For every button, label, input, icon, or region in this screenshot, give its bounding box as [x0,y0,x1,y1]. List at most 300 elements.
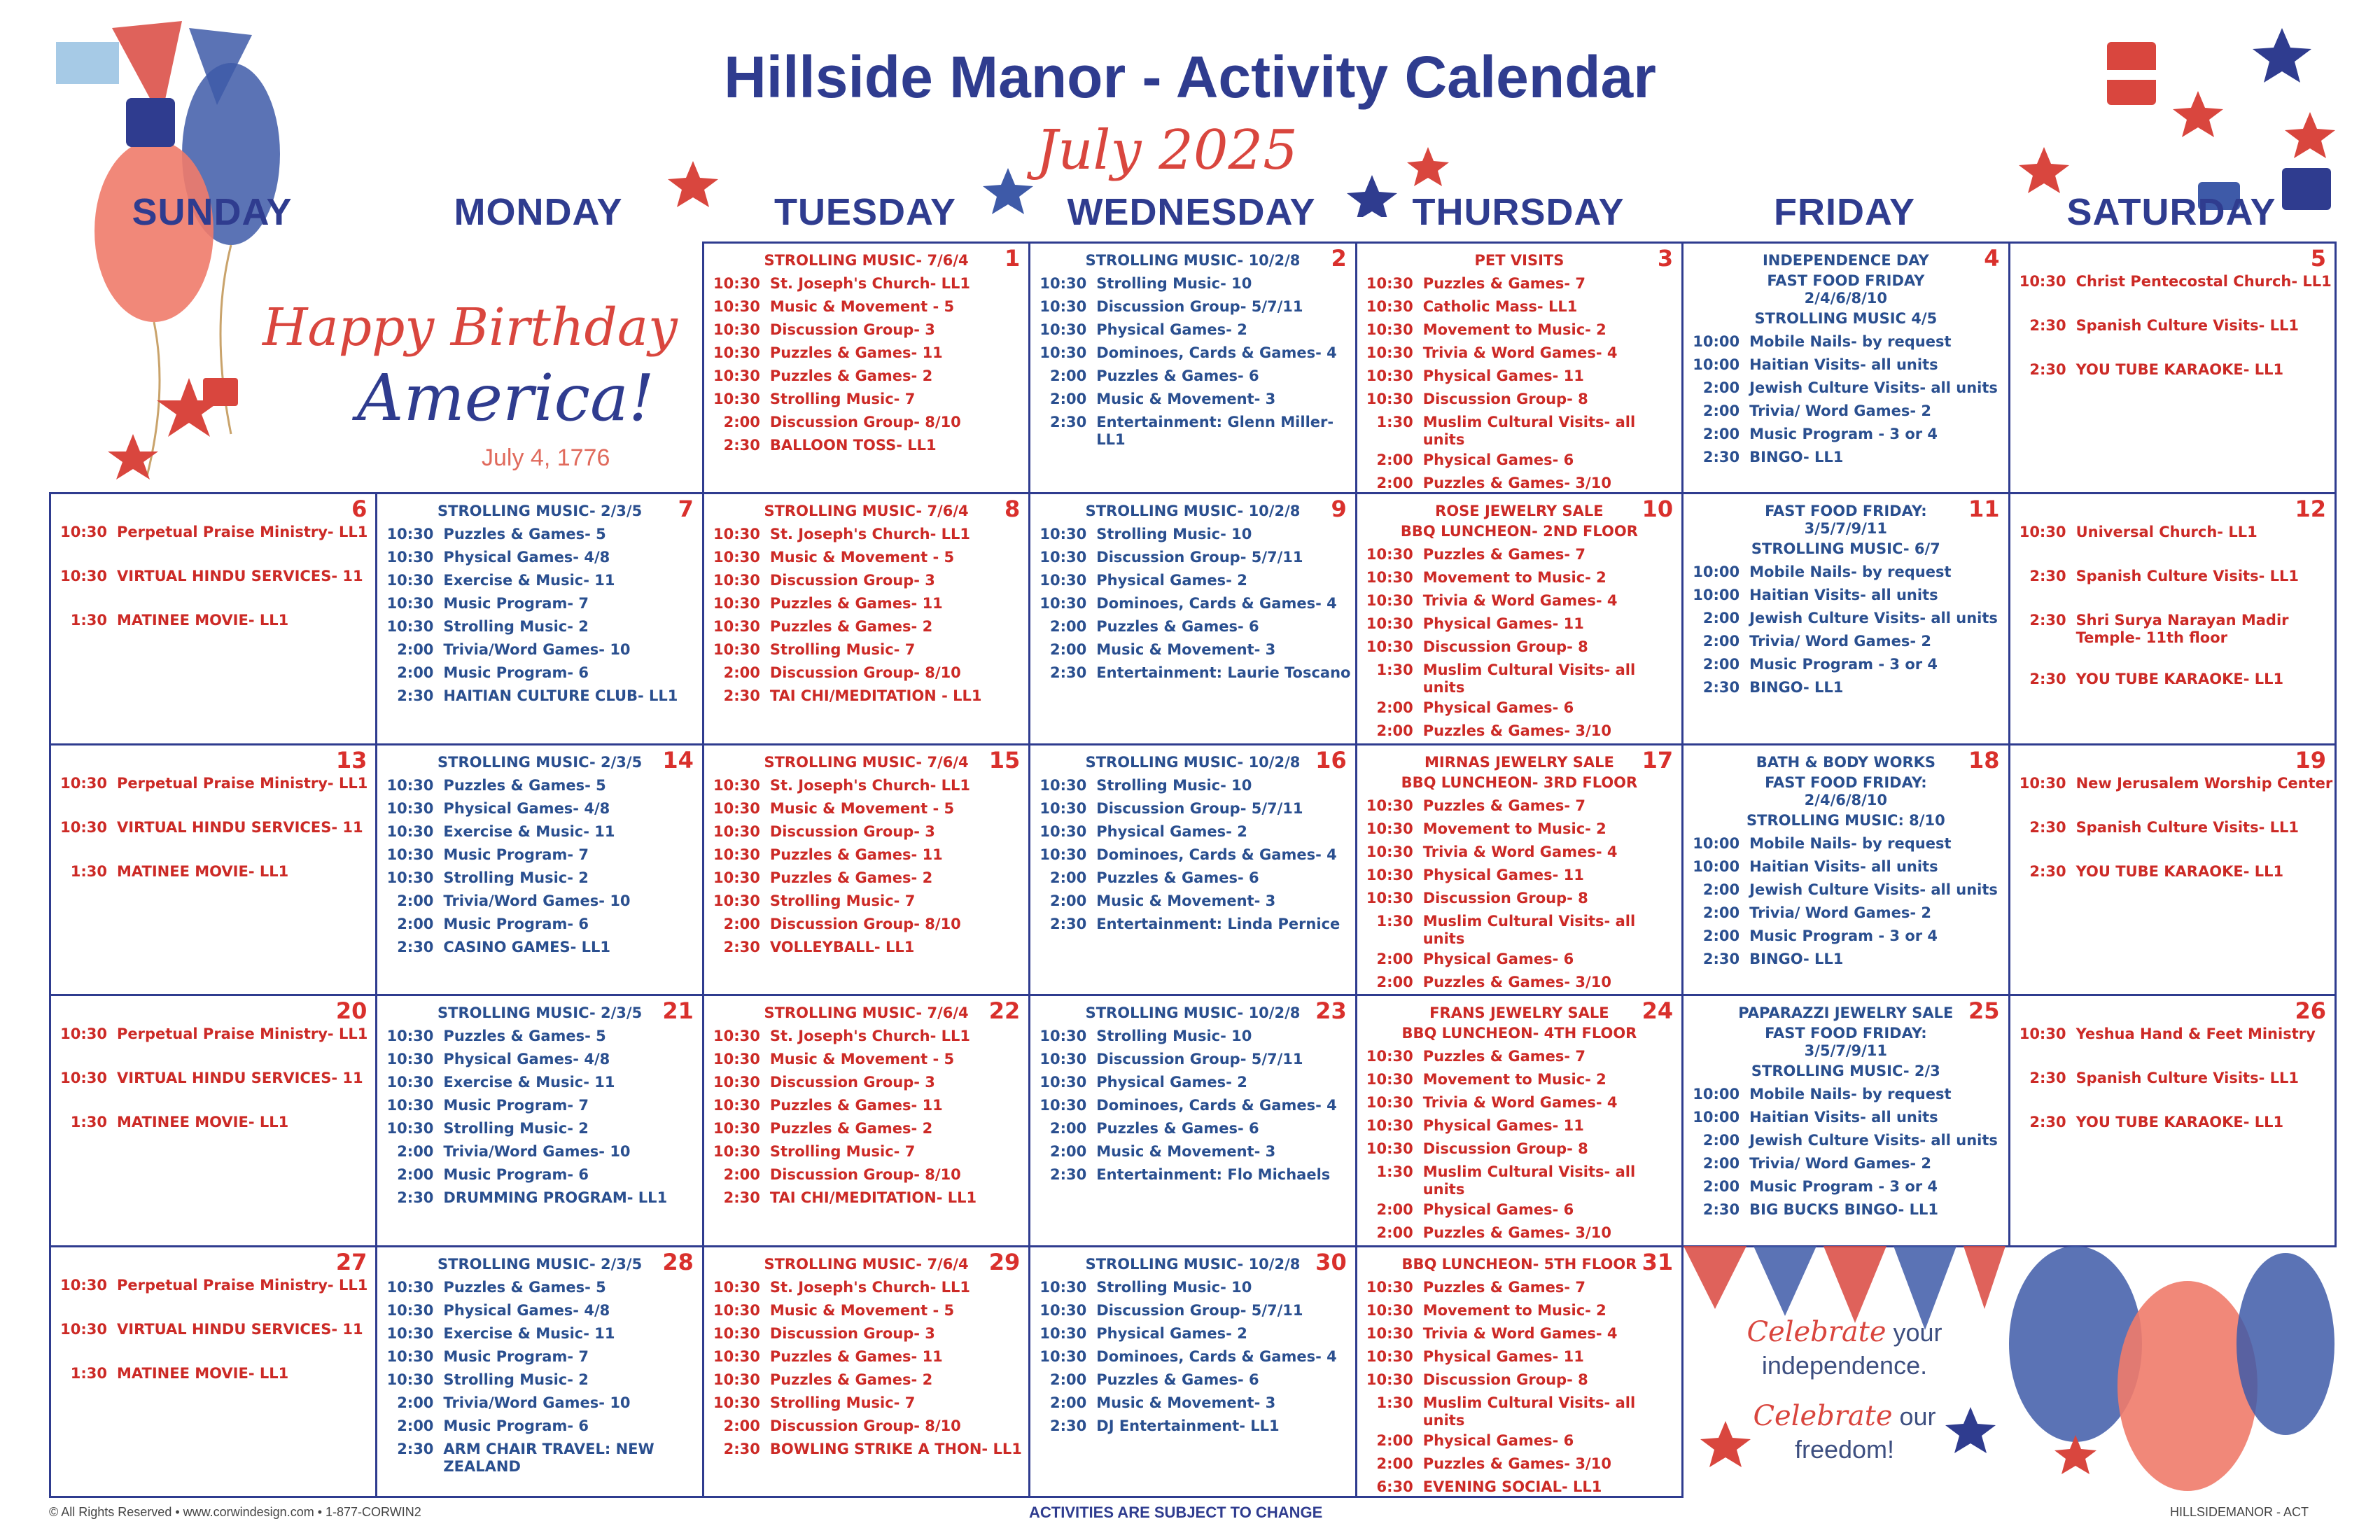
month-title: July 2025 [1036,119,1298,182]
event-time: 10:30 [713,1348,760,1365]
event-time: 10:30 [1040,1278,1087,1296]
event-time: 10:30 [713,641,760,659]
day-header-sunday: SUNDAY [132,191,293,233]
event-row [2010,1067,2334,1090]
event-row [704,1322,1028,1345]
event-name: Music Program - 3 or 4 [1749,1178,1938,1196]
event-name: Music & Movement- 3 [1096,892,1276,909]
event-row [1030,1025,1354,1048]
event-time: 2:00 [1376,973,1413,990]
event-row [377,774,701,797]
event-time: 10:30 [713,1028,760,1045]
day-header-note: STROLLING MUSIC- 7/6/4 [764,503,969,520]
event-name: EVENING SOCIAL- LL1 [1422,1478,1602,1495]
event-row [704,1276,1028,1299]
event-row [377,936,701,959]
event-time: 2:30 [1050,1166,1087,1184]
event-name: Trivia/ Word Games- 2 [1749,633,1931,650]
event-name: Puzzles & Games- 6 [1096,1371,1259,1388]
event-row [377,1071,701,1094]
event-time: 2:00 [1702,610,1740,627]
event-time: 10:30 [2019,273,2066,290]
event-name: YOU TUBE KARAOKE- LL1 [2076,671,2284,688]
event-row [1684,400,2008,423]
event-row [1357,1276,1681,1299]
day-number: 6 [351,496,368,523]
event-time: 1:30 [1376,912,1413,930]
event-name: Physical Games- 6 [1422,1432,1574,1449]
event-name: Discussion Group- 3 [769,572,935,589]
event-name: MATINEE MOVIE- LL1 [117,862,289,880]
day-header-wednesday: WEDNESDAY [1067,191,1316,233]
event-name: Mobile Nails- by request [1749,564,1952,581]
event-time: 2:00 [397,1166,434,1184]
event-row [51,1067,375,1090]
event-row [704,1186,1028,1210]
event-row [704,1299,1028,1322]
event-row [377,615,701,638]
event-row [1357,295,1681,318]
event-row [1357,971,1681,994]
event-name: Muslim Cultural Visits- all units [1422,662,1636,696]
day-number: 15 [988,746,1021,774]
day-number: 7 [678,496,694,523]
event-time: 10:30 [2019,1026,2066,1043]
event-name: Discussion Group- 8 [1422,1140,1588,1158]
event-name: DRUMMING PROGRAM- LL1 [443,1189,668,1207]
event-name: Physical Games- 2 [1096,1074,1247,1091]
celebrate-decoration [1684,1246,2334,1494]
day-cell [1681,492,2010,745]
event-name: YOU TUBE KARAOKE- LL1 [2076,1114,2284,1131]
event-row [51,816,375,839]
event-time: 10:30 [1366,592,1413,610]
event-row [1357,342,1681,365]
event-row [1357,318,1681,342]
event-name: Puzzles & Games- 5 [443,1278,606,1296]
event-time: 2:30 [1050,414,1087,430]
day-header-note: STROLLING MUSIC- 2/3/5 [438,753,643,771]
event-name: Music Program- 7 [443,846,589,863]
event-name: Trivia & Word Games- 4 [1422,1094,1618,1112]
event-row [2010,816,2334,839]
day-cell [702,492,1030,745]
event-name: Exercise & Music- 11 [443,1074,615,1091]
event-time: 10:30 [713,275,760,292]
day-cell [1355,743,1684,996]
event-row [1357,589,1681,612]
event-name: CASINO GAMES- LL1 [443,938,611,955]
event-row [1684,1152,2008,1175]
event-time: 10:00 [1693,1109,1740,1126]
celebrate-word1: Celebrate [1746,1316,1886,1348]
event-time: 2:00 [397,892,434,909]
event-name: Spanish Culture Visits- LL1 [2076,568,2299,585]
event-row [1030,295,1354,318]
event-name: Jewish Culture Visits- all units [1749,379,1998,396]
event-name: VOLLEYBALL- LL1 [769,938,915,955]
event-name: Movement to Music- 2 [1422,321,1606,338]
event-time: 10:30 [1366,1324,1413,1342]
event-time: 10:30 [713,549,760,566]
event-time: 2:00 [397,1417,434,1434]
celebrate-line1 [1684,1316,2005,1348]
event-time: 10:00 [1693,858,1740,875]
day-header-note: STROLLING MUSIC- 2/3/5 [438,503,643,520]
event-time: 10:30 [1366,638,1413,656]
event-time: 10:30 [713,344,760,361]
event-name: Spanish Culture Visits- LL1 [2076,818,2299,836]
event-row [377,685,701,708]
event-name: Music & Movement- 3 [1096,641,1276,659]
event-row [1684,1175,2008,1198]
event-name: Trivia & Word Games- 4 [1422,843,1618,860]
event-time: 10:30 [1366,391,1413,407]
event-name: Discussion Group- 8/10 [769,915,961,932]
day-number: 24 [1642,997,1674,1025]
event-name: Puzzles & Games- 3/10 [1422,1455,1611,1472]
day-number: 22 [988,997,1021,1025]
event-time: 10:30 [60,1276,107,1294]
event-name: Haitian Visits- all units [1749,858,1938,875]
event-name: Strolling Music- 10 [1096,1278,1252,1296]
event-time: 2:00 [397,915,434,932]
event-row [704,1140,1028,1163]
event-row [1030,318,1354,342]
event-row [1684,902,2008,925]
event-name: St. Joseph's Church- LL1 [769,776,970,794]
event-time: 2:00 [1702,379,1740,396]
event-name: Physical Games- 2 [1096,572,1247,589]
event-name: Strolling Music- 2 [443,1120,589,1138]
event-time: 10:30 [713,595,760,612]
day-cell [1028,241,1357,494]
event-time: 2:00 [397,641,434,659]
event-time: 2:30 [723,1440,760,1457]
event-row [1357,1299,1681,1322]
day-cell [375,994,704,1247]
event-time: 10:30 [713,618,760,636]
event-name: Entertainment: Flo Michaels [1096,1166,1331,1184]
event-time: 10:30 [713,1143,760,1161]
event-name: Spanish Culture Visits- LL1 [2076,317,2299,334]
event-time: 2:00 [1702,881,1740,898]
day-number: 27 [335,1248,368,1275]
event-name: Discussion Group- 5/7/11 [1096,1301,1303,1319]
event-row [1030,1345,1354,1368]
event-row [377,913,701,936]
event-time: 10:30 [1366,298,1413,315]
day-cell [1028,743,1357,996]
event-name: Trivia/Word Games- 10 [443,1143,631,1161]
event-name: Spanish Culture Visits- LL1 [2076,1070,2299,1087]
event-time: 10:30 [713,1120,760,1138]
event-time: 10:30 [1040,1097,1087,1114]
event-time: 2:00 [1376,722,1413,740]
event-time: 2:30 [1050,915,1087,932]
day-header-note: PAPARAZZI JEWELRY SALE [1738,1004,1954,1022]
event-time: 2:00 [1050,641,1087,659]
event-row [704,615,1028,638]
event-name: Dominoes, Cards & Games- 4 [1096,1097,1337,1114]
event-name: MATINEE MOVIE- LL1 [117,612,289,629]
event-row [2010,521,2334,544]
event-row [704,569,1028,592]
event-name: Strolling Music- 2 [443,618,589,636]
day-cell [1028,994,1357,1247]
event-name: Mobile Nails- by request [1749,1086,1952,1103]
event-name: Physical Games- 6 [1422,699,1574,717]
event-time: 2:00 [723,1417,760,1434]
event-row [1357,910,1681,948]
event-time: 10:30 [1040,1028,1087,1045]
event-name: TAI CHI/MEDITATION- LL1 [769,1189,977,1207]
event-time: 10:30 [713,1371,760,1388]
day-header-note: STROLLING MUSIC- 10/2/8 [1085,753,1301,771]
event-name: Music & Movement - 5 [769,799,955,817]
event-time: 10:30 [713,799,760,817]
event-name: Physical Games- 4/8 [443,799,610,817]
event-name: Discussion Group- 5/7/11 [1096,1051,1303,1068]
day-header-note: STROLLING MUSIC- 2/3/5 [438,1004,643,1022]
day-number: 10 [1642,496,1674,523]
event-row [377,1140,701,1163]
event-time: 10:30 [1366,866,1413,883]
event-row [1684,330,2008,354]
day-cell [49,1245,377,1498]
event-time: 1:30 [70,1114,107,1131]
event-name: Strolling Music- 10 [1096,275,1252,292]
event-name: Entertainment: Laurie Toscano [1096,664,1351,682]
day-cell [2008,743,2337,996]
event-time: 2:00 [1702,402,1740,419]
event-time: 10:30 [60,524,107,541]
event-time: 2:30 [723,1189,760,1207]
event-time: 10:30 [713,869,760,886]
event-time: 10:30 [386,618,434,636]
event-time: 2:00 [1702,1132,1740,1149]
event-time: 10:30 [1366,1348,1413,1365]
event-time: 2:00 [1376,699,1413,717]
day-header-note: STROLLING MUSIC- 7/6/4 [764,252,969,269]
event-time: 10:30 [1366,344,1413,361]
event-row [704,1368,1028,1392]
event-row [1357,612,1681,636]
event-name: Discussion Group- 5/7/11 [1096,298,1303,315]
event-row [704,1094,1028,1117]
day-header-note: MIRNAS JEWELRY SALE [1424,753,1614,771]
event-row [1357,1476,1681,1498]
day-header-note: FAST FOOD FRIDAY 2/4/6/8/10 [1767,272,1925,307]
event-name: Dominoes, Cards & Games- 4 [1096,1348,1337,1365]
event-time: 2:30 [723,938,760,955]
day-header-note: STROLLING MUSIC- 2/3/5 [438,1255,643,1273]
event-name: Entertainment: Glenn Miller- LL1 [1096,414,1334,448]
event-time: 10:30 [1040,298,1087,315]
event-row [51,772,375,795]
event-name: Dominoes, Cards & Games- 4 [1096,846,1337,863]
event-name: Trivia/Word Games- 10 [443,641,631,659]
day-cell [702,241,1030,494]
event-time: 2:30 [1702,679,1740,696]
event-time: 2:30 [723,437,760,454]
event-row [377,638,701,662]
event-name: Physical Games- 11 [1422,866,1584,883]
event-row [2010,565,2334,588]
event-time: 10:30 [1040,1301,1087,1319]
event-name: Movement to Music- 2 [1422,1301,1606,1319]
event-row [51,860,375,883]
day-cell [49,994,377,1247]
event-time: 2:00 [397,1394,434,1411]
event-row [1030,1071,1354,1094]
event-name: Music Program - 3 or 4 [1749,426,1938,442]
event-row [1357,365,1681,388]
event-time: 2:00 [1050,391,1087,407]
event-name: Discussion Group- 3 [769,1324,935,1342]
event-time: 2:00 [1050,869,1087,886]
event-row [1684,446,2008,469]
event-name: St. Joseph's Church- LL1 [769,1278,970,1296]
day-header-note: STROLLING MUSIC- 10/2/8 [1085,503,1301,520]
event-row [1030,820,1354,844]
day-number: 25 [1968,997,2000,1025]
event-row [377,1276,701,1299]
event-name: Strolling Music- 10 [1096,1028,1252,1045]
day-headers [49,190,2334,246]
event-row [1357,864,1681,887]
event-time: 10:30 [60,1320,107,1338]
day-number: 23 [1315,997,1347,1025]
event-row [1030,272,1354,295]
day-cell [2008,492,2337,745]
event-name: Puzzles & Games- 6 [1096,1120,1259,1138]
event-row [1030,1163,1354,1186]
event-name: MATINEE MOVIE- LL1 [117,1114,289,1131]
event-time: 10:30 [386,1301,434,1319]
event-time: 10:30 [713,1051,760,1068]
cell-top-spacer [51,494,375,521]
day-header-note: STROLLING MUSIC- 10/2/8 [1085,1255,1301,1273]
event-row [1357,887,1681,910]
event-time: 10:30 [1040,822,1087,840]
event-time: 10:30 [713,822,760,840]
event-name: Trivia & Word Games- 4 [1422,344,1618,361]
event-time: 10:30 [1366,1048,1413,1065]
celebrate-line4: freedom! [1794,1435,1895,1464]
event-row [704,295,1028,318]
event-time: 10:30 [713,1097,760,1114]
event-time: 10:30 [1366,275,1413,292]
event-row [1684,423,2008,446]
event-row [51,1111,375,1134]
event-name: Music & Movement- 3 [1096,391,1276,407]
event-time: 2:00 [723,664,760,682]
event-time: 10:30 [60,774,107,792]
event-row [2010,1023,2334,1046]
event-row [1030,615,1354,638]
event-name: Muslim Cultural Visits- all units [1422,1163,1636,1198]
event-row [704,1415,1028,1438]
event-name: Trivia/ Word Games- 2 [1749,402,1931,419]
day-header-note: FRANS JEWELRY SALE [1429,1004,1609,1022]
cell-top-spacer [2010,494,2334,521]
event-time: 2:30 [2029,862,2066,880]
event-row [1030,342,1354,365]
event-name: BINGO- LL1 [1749,449,1844,465]
event-name: Movement to Music- 2 [1422,1071,1606,1088]
event-row [704,913,1028,936]
day-number: 2 [1331,245,1347,272]
event-row [1030,890,1354,913]
event-time: 2:30 [1702,1201,1740,1219]
event-time: 1:30 [1376,414,1413,430]
event-name: Catholic Mass- LL1 [1422,298,1578,315]
event-row [1357,841,1681,864]
day-header-note: STROLLING MUSIC 4/5 [1754,310,1938,327]
event-name: Puzzles & Games- 3/10 [1422,475,1611,491]
event-time: 2:00 [397,664,434,682]
event-name: Puzzles & Games- 11 [769,595,943,612]
cell-top-spacer [51,996,375,1023]
event-name: Puzzles & Games- 3/10 [1422,973,1611,990]
day-number: 8 [1004,496,1021,523]
event-name: Physical Games- 4/8 [443,549,610,566]
day-cell [1028,492,1357,745]
event-row [51,1318,375,1341]
event-time: 2:00 [1702,904,1740,921]
event-row [51,1274,375,1297]
event-name: Puzzles & Games- 6 [1096,869,1259,886]
event-row [1030,774,1354,797]
event-row [704,936,1028,959]
event-time: 10:00 [1693,1086,1740,1103]
event-time: 10:30 [2019,774,2066,792]
event-time: 10:30 [713,1278,760,1296]
event-time: 2:00 [1050,1394,1087,1411]
event-time: 2:00 [1376,1432,1413,1449]
event-name: Strolling Music- 7 [769,391,916,407]
day-number: 29 [988,1248,1021,1275]
event-time: 10:30 [1366,1094,1413,1112]
event-time: 2:00 [723,1166,760,1184]
event-time: 10:30 [386,1028,434,1045]
day-number: 12 [2295,496,2326,523]
day-number: 4 [1984,245,2000,272]
event-time: 10:30 [713,776,760,794]
event-time: 10:30 [386,526,434,543]
event-row [704,1117,1028,1140]
event-time: 10:30 [1366,1071,1413,1088]
day-number: 5 [2310,245,2326,272]
event-row [1357,449,1681,472]
event-name: Haitian Visits- all units [1749,587,1938,604]
day-header-note: FAST FOOD FRIDAY: 3/5/7/9/11 [1765,1025,1927,1060]
event-time: 10:30 [1040,549,1087,566]
event-time: 10:30 [1366,368,1413,384]
day-cell [375,1245,704,1498]
event-time: 2:00 [397,1143,434,1161]
celebrate-word-our: our [1899,1402,1936,1431]
event-time: 10:30 [713,368,760,384]
event-time: 2:30 [397,1440,434,1457]
event-row [704,318,1028,342]
event-time: 2:00 [1702,1178,1740,1196]
event-row [2010,609,2334,647]
event-name: Haitian Visits- all units [1749,1109,1938,1126]
event-time: 10:30 [713,1301,760,1319]
event-row [377,1368,701,1392]
